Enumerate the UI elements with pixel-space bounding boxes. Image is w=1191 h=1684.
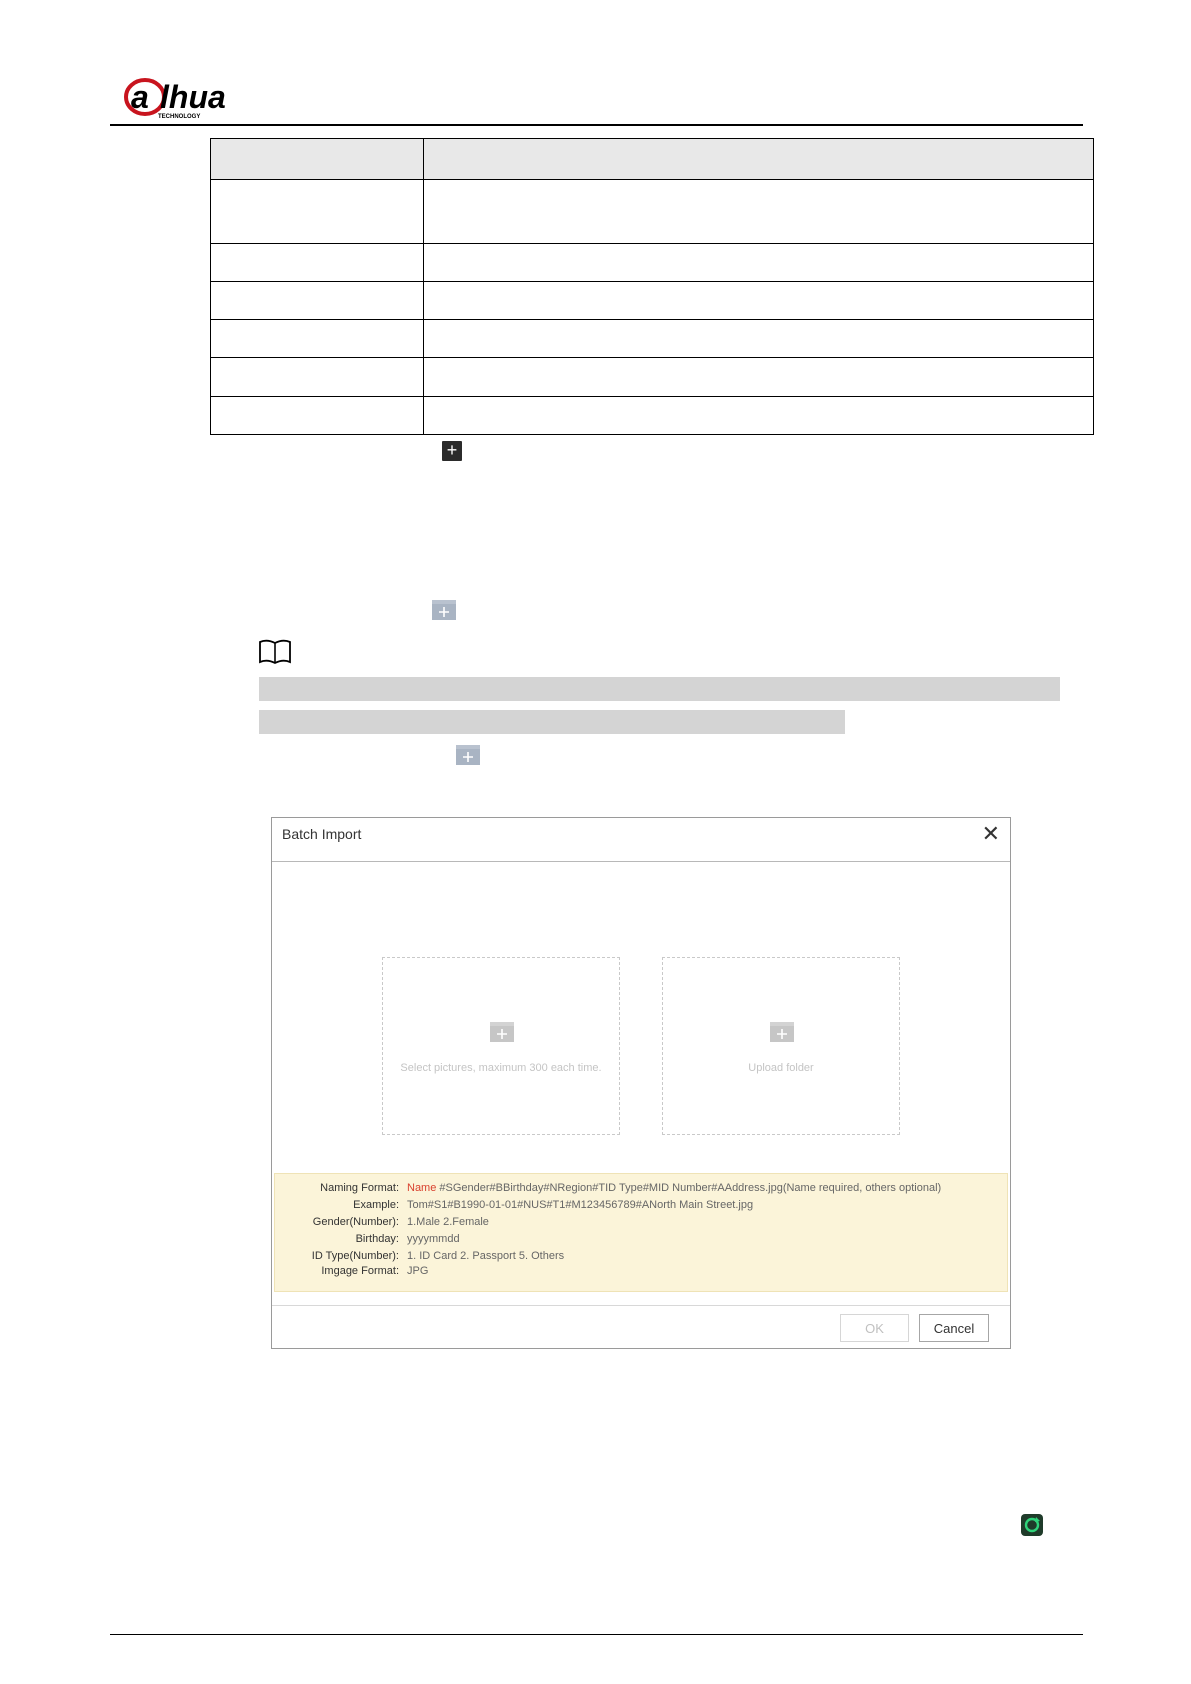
folder-plus-icon[interactable] [455, 744, 481, 766]
dialog-header-divider [272, 861, 1010, 862]
upload-folder-area[interactable] [662, 957, 900, 1135]
upload-folder-text: Upload folder [748, 1062, 814, 1074]
info-row-birthday [275, 1231, 1007, 1248]
close-icon[interactable]: ✕ [981, 821, 1000, 846]
table-header-row [211, 139, 1094, 180]
info-label: ID Type(Number): [311, 1250, 399, 1262]
info-label: Naming Format: [320, 1182, 399, 1194]
info-value: yyyymmdd [407, 1233, 460, 1245]
naming-format-rest: #SGender#BBirthday#NRegion#TID Type#MID Number#AAddress.jpg(Name required, others optional) [436, 1182, 942, 1194]
svg-text:a: a [131, 79, 149, 115]
folder-plus-icon [489, 1021, 515, 1043]
required-field-name: Name [407, 1182, 437, 1194]
open-book-icon [258, 638, 292, 666]
info-row-image-format [275, 1263, 1007, 1280]
table-row [211, 358, 1094, 397]
info-value: Tom#S1#B1990-01-01#NUS#T1#M123456789#ANorth Main Street.jpg [407, 1199, 754, 1211]
dialog-footer-divider [272, 1305, 1010, 1306]
info-row-naming-format [275, 1180, 1007, 1197]
info-row-example [275, 1197, 1007, 1214]
logo-subtext: TECHNOLOGY [158, 114, 201, 120]
select-pictures-area[interactable] [382, 957, 620, 1135]
folder-plus-icon[interactable] [431, 599, 457, 621]
svg-text:lhua: lhua [160, 79, 226, 115]
info-label: Imgage Format: [321, 1265, 399, 1277]
info-value [407, 1180, 941, 1197]
select-pictures-text: Select pictures, maximum 300 each time. [400, 1062, 602, 1074]
folder-plus-icon [769, 1021, 795, 1043]
info-row-gender [275, 1214, 1007, 1231]
table-row [211, 320, 1094, 358]
table-row [211, 244, 1094, 282]
ok-button[interactable]: OK [840, 1314, 909, 1342]
note-highlight-line [259, 710, 845, 734]
company-logo [122, 72, 262, 120]
note-highlight-line [259, 677, 1060, 701]
info-label: Example: [353, 1199, 399, 1211]
parameter-table [210, 138, 1094, 435]
info-value: JPG [407, 1265, 429, 1277]
batch-import-dialog [271, 817, 1011, 1349]
cancel-button[interactable]: Cancel [919, 1314, 989, 1342]
header-divider [110, 124, 1083, 126]
table-row [211, 397, 1094, 435]
info-value: 1.Male 2.Female [407, 1216, 489, 1228]
table-row [211, 282, 1094, 320]
info-label: Birthday: [355, 1233, 399, 1245]
footer-divider [110, 1634, 1083, 1635]
naming-info-panel [274, 1173, 1008, 1292]
green-refresh-icon[interactable] [1021, 1514, 1043, 1536]
plus-icon[interactable]: + [442, 441, 462, 461]
table-row [211, 180, 1094, 244]
info-label: Gender(Number): [312, 1216, 399, 1228]
info-row-id-type [275, 1248, 1007, 1263]
info-value: 1. ID Card 2. Passport 5. Others [407, 1250, 565, 1262]
dialog-title: Batch Import [282, 826, 362, 842]
